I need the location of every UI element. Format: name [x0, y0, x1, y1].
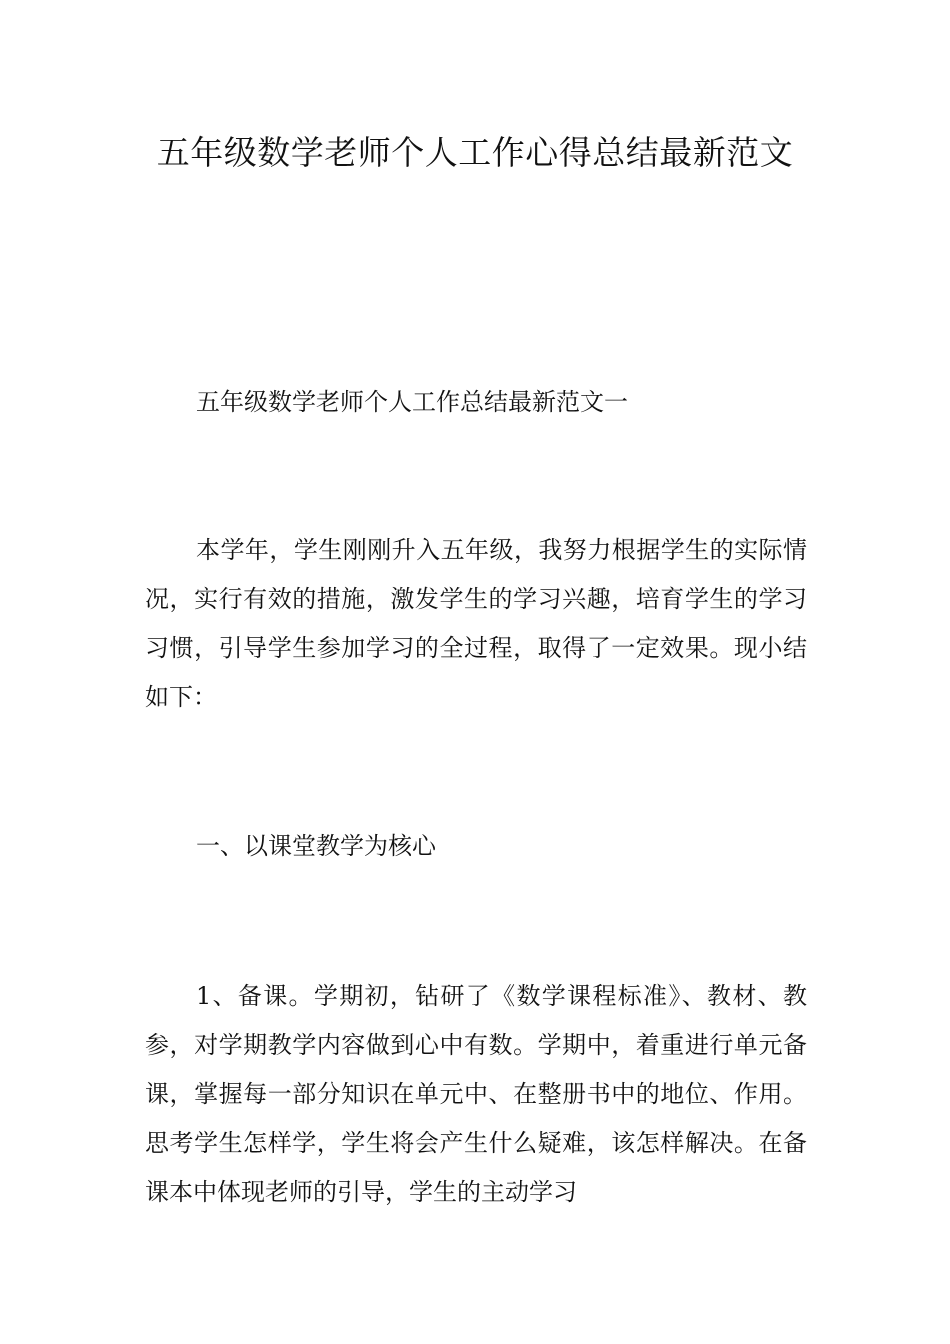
item-1-paragraph: 1、备课。学期初，钻研了《数学课程标准》、教材、教参，对学期教学内容做到心中有数。学期中，着重进行单元备课，掌握每一部分知识在单元中、在整册书中的地位、作用。思考学生怎样学，学生将会产生什么疑难，该怎样解决。在备课本中体现老师的引导，学生的主动学习: [145, 982, 807, 1206]
document-title: 五年级数学老师个人工作心得总结最新范文: [156, 133, 794, 172]
document-subtitle: 五年级数学老师个人工作总结最新范文一: [196, 388, 628, 416]
intro-paragraph: 本学年，学生刚刚升入五年级，我努力根据学生的实际情况，实行有效的措施，激发学生的学习兴趣，培育学生的学习习惯，引导学生参加学习的全过程，取得了一定效果。现小结如下：: [145, 536, 807, 711]
section-heading: 一、以课堂教学为核心: [196, 832, 436, 860]
